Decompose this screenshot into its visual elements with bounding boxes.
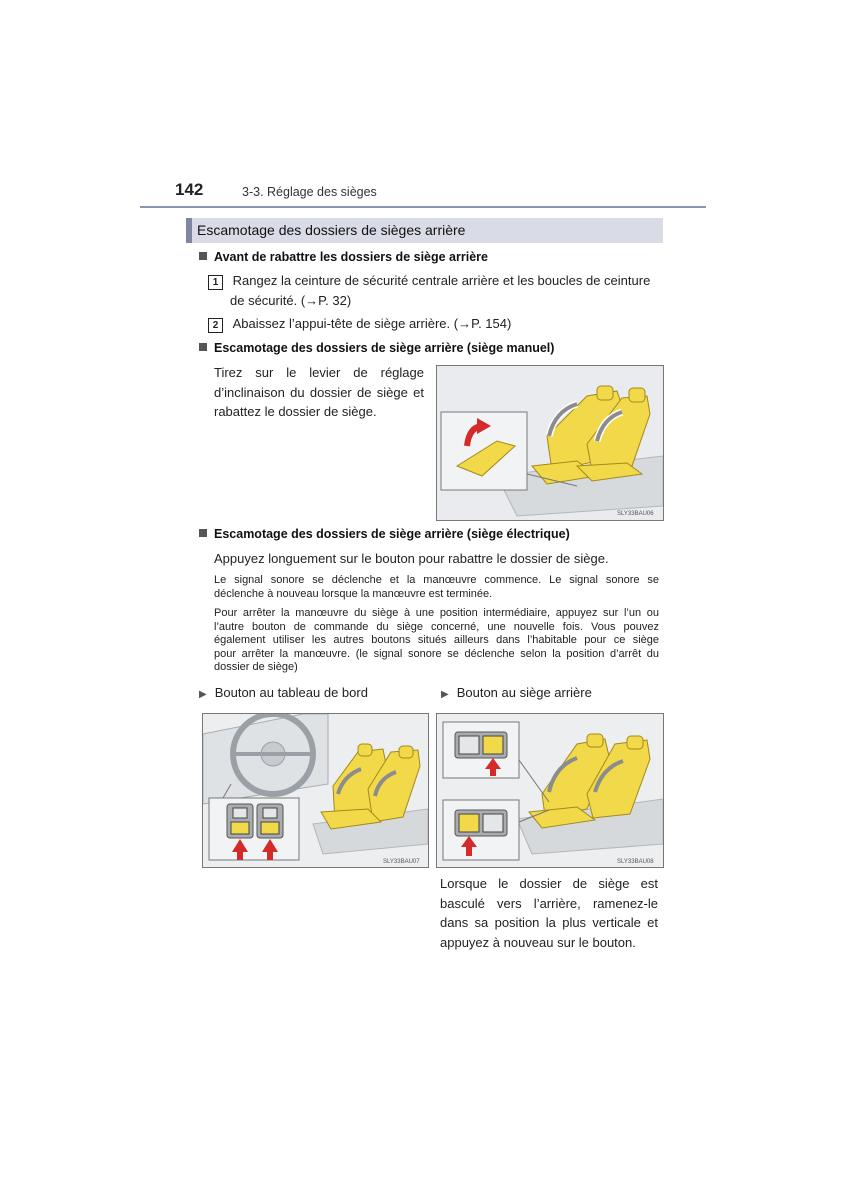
- electric-intro: Appuyez longuement sur le bouton pour rabattre le dossier de siège.: [214, 551, 609, 566]
- section-title: Escamotage des dossiers de sièges arrière: [197, 222, 466, 238]
- step-1-line-1: Rangez la ceinture de sécurité centrale arrière et les boucles de ceinture: [232, 273, 651, 288]
- dashboard-button-illustration: [202, 713, 429, 868]
- manual-image-code: SLY33BAU06: [617, 511, 654, 517]
- note-2-line-4: pour arrêter la manœuvre. (le signal sonore se déclenche selon la position d’arrêt du: [214, 647, 659, 660]
- header-divider: [140, 206, 706, 208]
- manual-line-2: d’inclinaison du dossier de siège et: [214, 384, 424, 400]
- chapter-title: 3-3. Réglage des sièges: [242, 185, 377, 199]
- dashboard-button-label: [199, 683, 368, 705]
- manual-instructions: [214, 363, 424, 422]
- manual-seat-drawing: [437, 366, 663, 520]
- electric-note-2: [214, 607, 659, 675]
- after-folding-text: [440, 874, 658, 952]
- before-folding-heading: [199, 250, 488, 264]
- square-bullet-icon: [199, 252, 207, 260]
- electric-note-1: [214, 574, 659, 601]
- after-line-2: basculé vers l’arrière, ramenez-le: [440, 895, 658, 911]
- manual-line-3: rabattez le dossier de siège.: [214, 404, 377, 419]
- manual-seat-illustration: [436, 365, 664, 521]
- rear-seat-button-illustration: [436, 713, 664, 868]
- after-line-3: dans sa position la plus verticale et: [440, 915, 658, 930]
- square-bullet-icon: [199, 343, 207, 351]
- step-number-badge: 1: [208, 275, 223, 290]
- manual-line-1: Tirez sur le levier de réglage: [214, 365, 424, 380]
- note-2-line-3: également utiliser les autres boutons situés ailleurs dans l’habitable pour ce siège: [214, 634, 659, 646]
- note-1-line-2: déclenche à nouveau lorsque la manœuvre est terminée.: [214, 587, 493, 600]
- triangle-bullet-icon: ▶: [441, 689, 449, 700]
- dashboard-image-code: SLY33BAU07: [383, 859, 420, 865]
- section-accent: [186, 218, 192, 243]
- step-2: [208, 314, 511, 334]
- section-title-bar: [186, 218, 663, 243]
- electric-heading: [199, 527, 570, 541]
- triangle-bullet-icon: ▶: [199, 689, 207, 700]
- page-number: 142: [175, 180, 204, 199]
- dashboard-drawing: [203, 714, 428, 867]
- note-2-line-1: Pour arrêter la manœuvre du siège à une position intermédiaire, appuyez sur l’un ou: [214, 607, 659, 619]
- before-folding-heading-text: Avant de rabattre les dossiers de siège arrière: [214, 250, 488, 264]
- after-line-1: Lorsque le dossier de siège est: [440, 876, 658, 891]
- note-2-line-5: dossier de siège): [214, 661, 298, 673]
- step-2-text: Abaissez l’appui-tête de siège arrière. (→P. 154): [232, 316, 512, 331]
- rear-image-code: SLY33BAU08: [617, 859, 654, 865]
- note-1-line-1: Le signal sonore se déclenche et la manœuvre commence. Le signal sonore se: [214, 574, 659, 586]
- step-1: [208, 271, 660, 291]
- manual-heading: [199, 341, 554, 355]
- step-number-badge: 2: [208, 318, 223, 333]
- square-bullet-icon: [199, 529, 207, 537]
- rear-seat-drawing: [437, 714, 663, 867]
- step-1-line-2: de sécurité. (→P. 32): [230, 293, 352, 308]
- rear-seat-button-label-text: Bouton au siège arrière: [456, 685, 592, 700]
- after-line-4: appuyez à nouveau sur le bouton.: [440, 934, 636, 950]
- manual-heading-text: Escamotage des dossiers de siège arrière (siège manuel): [214, 341, 555, 355]
- dashboard-button-label-text: Bouton au tableau de bord: [214, 685, 368, 700]
- electric-heading-text: Escamotage des dossiers de siège arrière (siège électrique): [214, 527, 570, 541]
- rear-seat-button-label: [441, 683, 592, 705]
- note-2-line-2: l’autre bouton de commande du siège concerné, une nouvelle fois. Vous pouvez: [214, 620, 659, 633]
- dashboard-button-inset: [209, 798, 299, 860]
